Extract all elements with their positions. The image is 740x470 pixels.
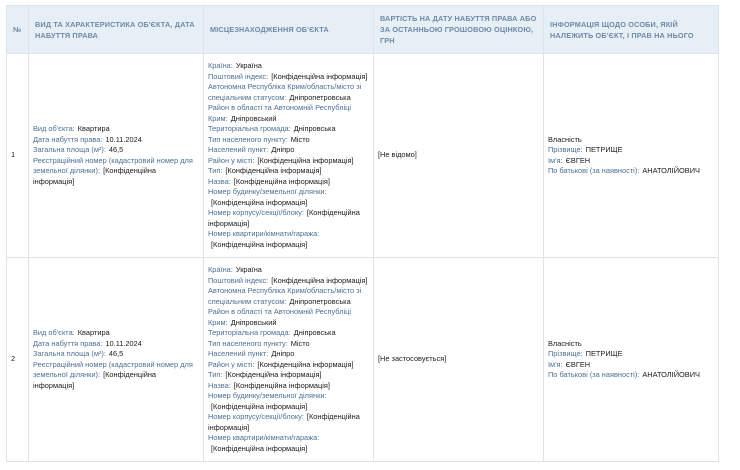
table-header-row — [7, 6, 719, 54]
location-house — [208, 391, 369, 412]
location-community-label: Територіальна громада: — [208, 328, 291, 337]
location-house-label: Номер будинку/земельної ділянки: — [208, 187, 327, 196]
header-object: ВИД ТА ХАРАКТЕРИСТИКА ОБ'ЄКТА, ДАТА НАБУТТЯ ПРАВА — [29, 6, 204, 54]
location-postal — [208, 276, 369, 287]
location-building-value: [Конфіденційна інформація] — [208, 208, 360, 228]
location-house — [208, 187, 369, 208]
location-apartment-label: Номер квартири/кімнати/гаража: — [208, 229, 320, 238]
location-postal-value: [Конфіденційна інформація] — [271, 71, 368, 81]
total-area-value: 46,5 — [108, 145, 124, 154]
location-street-type-value: [Конфіденційна інформація] — [225, 166, 322, 175]
owner-patronymic — [548, 370, 714, 381]
location-country-label: Країна: — [208, 265, 233, 274]
header-number: № — [7, 6, 29, 54]
owner-surname-value: ПЕТРИЩЕ — [585, 145, 623, 154]
owner-name-label: Ім'я: — [548, 155, 563, 165]
location-apartment-value: [Конфіденційна інформація] — [211, 443, 308, 453]
location-country-value: Україна — [235, 265, 262, 274]
owner-surname — [548, 145, 714, 156]
table-row — [7, 258, 719, 462]
owner-name — [548, 360, 714, 371]
total-area — [33, 349, 199, 360]
registration-number-label: Реєстраційний номер (кадастровий номер для земельної ділянки): — [33, 155, 193, 175]
location-street-name-label: Назва: — [208, 380, 231, 390]
location-crimea — [208, 286, 369, 307]
location-settlement-type-label: Тип населеного пункту: — [208, 134, 288, 144]
location-community-label: Територіальна громада: — [208, 124, 291, 133]
location-apartment — [208, 433, 369, 454]
location-settlement — [208, 349, 369, 360]
location-building — [208, 208, 369, 229]
location-apartment-label: Номер квартири/кімнати/гаража: — [208, 433, 320, 442]
location-district-value: Дніпровський — [230, 113, 277, 123]
owner-name — [548, 156, 714, 167]
value-cell: [Не відомо] — [374, 54, 544, 258]
ownership-type: Власність — [548, 134, 582, 144]
location-cell — [204, 54, 374, 258]
location-settlement-type-label: Тип населеного пункту: — [208, 338, 288, 348]
location-apartment-value: [Конфіденційна інформація] — [211, 239, 308, 249]
location-settlement-type-value: Місто — [290, 134, 310, 144]
location-street-type — [208, 370, 369, 381]
location-house-label: Номер будинку/земельної ділянки: — [208, 391, 327, 400]
location-postal — [208, 72, 369, 83]
location-street-name-value: [Конфіденційна інформація] — [233, 176, 330, 186]
object-type-label: Вид об'єкта: — [33, 328, 75, 337]
location-crimea-label: Автономна Республіка Крим/область/місто зі спеціальним статусом: — [208, 286, 362, 306]
ownership-type: Власність — [548, 338, 582, 348]
location-house-value: [Конфіденційна інформація] — [211, 197, 308, 207]
registration-number-value: [Конфіденційна інформація] — [33, 166, 157, 186]
registration-number — [33, 360, 199, 392]
location-community — [208, 124, 369, 135]
location-district-value: Дніпровський — [230, 317, 277, 327]
registration-number-value: [Конфіденційна інформація] — [33, 370, 157, 390]
location-city-district-value: [Конфіденційна інформація] — [257, 155, 354, 165]
location-crimea-value: Дніпропетровська — [289, 92, 351, 102]
location-settlement — [208, 145, 369, 156]
location-street-name-value: [Конфіденційна інформація] — [233, 380, 330, 390]
location-country-label: Країна: — [208, 61, 233, 70]
location-building-label: Номер корпусу/секції/блоку: — [208, 412, 304, 421]
acquisition-date — [33, 339, 199, 350]
acquisition-date-label: Дата набуття права: — [33, 338, 103, 348]
object-type — [33, 328, 199, 339]
object-type — [33, 124, 199, 135]
location-crimea-label: Автономна Республіка Крим/область/місто зі спеціальним статусом: — [208, 82, 362, 102]
owner-patronymic-value: АНАТОЛІЙОВИЧ — [642, 166, 700, 175]
location-city-district-label: Район у місті: — [208, 359, 255, 369]
owner-surname — [548, 349, 714, 360]
location-house-value: [Конфіденційна інформація] — [211, 401, 308, 411]
location-street-name — [208, 381, 369, 392]
total-area-label: Загальна площа (м²): — [33, 145, 106, 154]
acquisition-date-label: Дата набуття права: — [33, 134, 103, 144]
location-street-type-label: Тип: — [208, 370, 223, 379]
header-location: МІСЦЕЗНАХОДЖЕННЯ ОБ'ЄКТА — [204, 6, 374, 54]
object-type-label: Вид об'єкта: — [33, 124, 75, 133]
location-district — [208, 103, 369, 124]
owner-patronymic-value: АНАТОЛІЙОВИЧ — [642, 370, 700, 379]
location-settlement-type-value: Місто — [290, 338, 310, 348]
header-owner: ІНФОРМАЦІЯ ЩОДО ОСОБИ, ЯКІЙ НАЛЕЖИТЬ ОБ'ЄКТ, І ПРАВ НА НЬОГО — [544, 6, 719, 54]
location-apartment — [208, 229, 369, 250]
location-country — [208, 61, 369, 72]
location-district — [208, 307, 369, 328]
location-settlement-type — [208, 339, 369, 350]
owner-cell — [544, 54, 719, 258]
location-district-label: Район в області та Автономній Республіці Крим: — [208, 103, 352, 123]
total-area-label: Загальна площа (м²): — [33, 349, 106, 358]
location-street-name-label: Назва: — [208, 176, 231, 186]
owner-surname-label: Прізвище: — [548, 349, 583, 358]
owner-surname-value: ПЕТРИЩЕ — [585, 349, 623, 358]
location-community — [208, 328, 369, 339]
location-building-label: Номер корпусу/секції/блоку: — [208, 208, 304, 217]
location-postal-label: Поштовий індекс: — [208, 275, 269, 285]
location-district-label: Район в області та Автономній Республіці Крим: — [208, 307, 352, 327]
owner-name-value: ЄВГЕН — [565, 155, 591, 165]
location-postal-value: [Конфіденційна інформація] — [271, 275, 368, 285]
location-street-name — [208, 177, 369, 188]
location-street-type-label: Тип: — [208, 166, 223, 175]
location-community-value: Дніпровська — [293, 328, 336, 337]
location-crimea — [208, 82, 369, 103]
location-settlement-value: Дніпро — [271, 145, 295, 154]
location-country — [208, 265, 369, 276]
object-cell — [29, 258, 204, 462]
location-crimea-value: Дніпропетровська — [289, 296, 351, 306]
object-type-value: Квартира — [77, 124, 110, 133]
table-row — [7, 54, 719, 258]
value-cell: [Не застосовується] — [374, 258, 544, 462]
location-city-district — [208, 360, 369, 371]
acquisition-date-value: 10.11.2024 — [105, 338, 142, 348]
total-area — [33, 145, 199, 156]
owner-name-label: Ім'я: — [548, 359, 563, 369]
object-type-value: Квартира — [77, 328, 110, 337]
location-city-district-value: [Конфіденційна інформація] — [257, 359, 354, 369]
owner-patronymic — [548, 166, 714, 177]
owner-cell — [544, 258, 719, 462]
location-settlement-label: Населений пункт: — [208, 349, 269, 358]
location-cell — [204, 258, 374, 462]
real-estate-table — [6, 5, 719, 462]
row-number: 2 — [7, 258, 29, 462]
object-cell — [29, 54, 204, 258]
header-value: ВАРТІСТЬ НА ДАТУ НАБУТТЯ ПРАВА АБО ЗА ОСТАННЬОЮ ГРОШОВОЮ ОЦІНКОЮ, ГРН — [374, 6, 544, 54]
location-settlement-type — [208, 135, 369, 146]
location-city-district — [208, 156, 369, 167]
acquisition-date-value: 10.11.2024 — [105, 134, 142, 144]
location-street-type-value: [Конфіденційна інформація] — [225, 370, 322, 379]
row-number: 1 — [7, 54, 29, 258]
location-community-value: Дніпровська — [293, 124, 336, 133]
location-settlement-label: Населений пункт: — [208, 145, 269, 154]
owner-surname-label: Прізвище: — [548, 145, 583, 154]
owner-patronymic-label: По батькові (за наявності): — [548, 166, 640, 175]
location-country-value: Україна — [235, 61, 262, 70]
owner-name-value: ЄВГЕН — [565, 359, 591, 369]
acquisition-date — [33, 135, 199, 146]
total-area-value: 46,5 — [108, 349, 124, 358]
registration-number — [33, 156, 199, 188]
location-city-district-label: Район у місті: — [208, 155, 255, 165]
location-street-type — [208, 166, 369, 177]
location-building — [208, 412, 369, 433]
location-settlement-value: Дніпро — [271, 349, 295, 358]
owner-patronymic-label: По батькові (за наявності): — [548, 370, 640, 379]
registration-number-label: Реєстраційний номер (кадастровий номер для земельної ділянки): — [33, 359, 193, 379]
location-building-value: [Конфіденційна інформація] — [208, 412, 360, 432]
location-postal-label: Поштовий індекс: — [208, 71, 269, 81]
